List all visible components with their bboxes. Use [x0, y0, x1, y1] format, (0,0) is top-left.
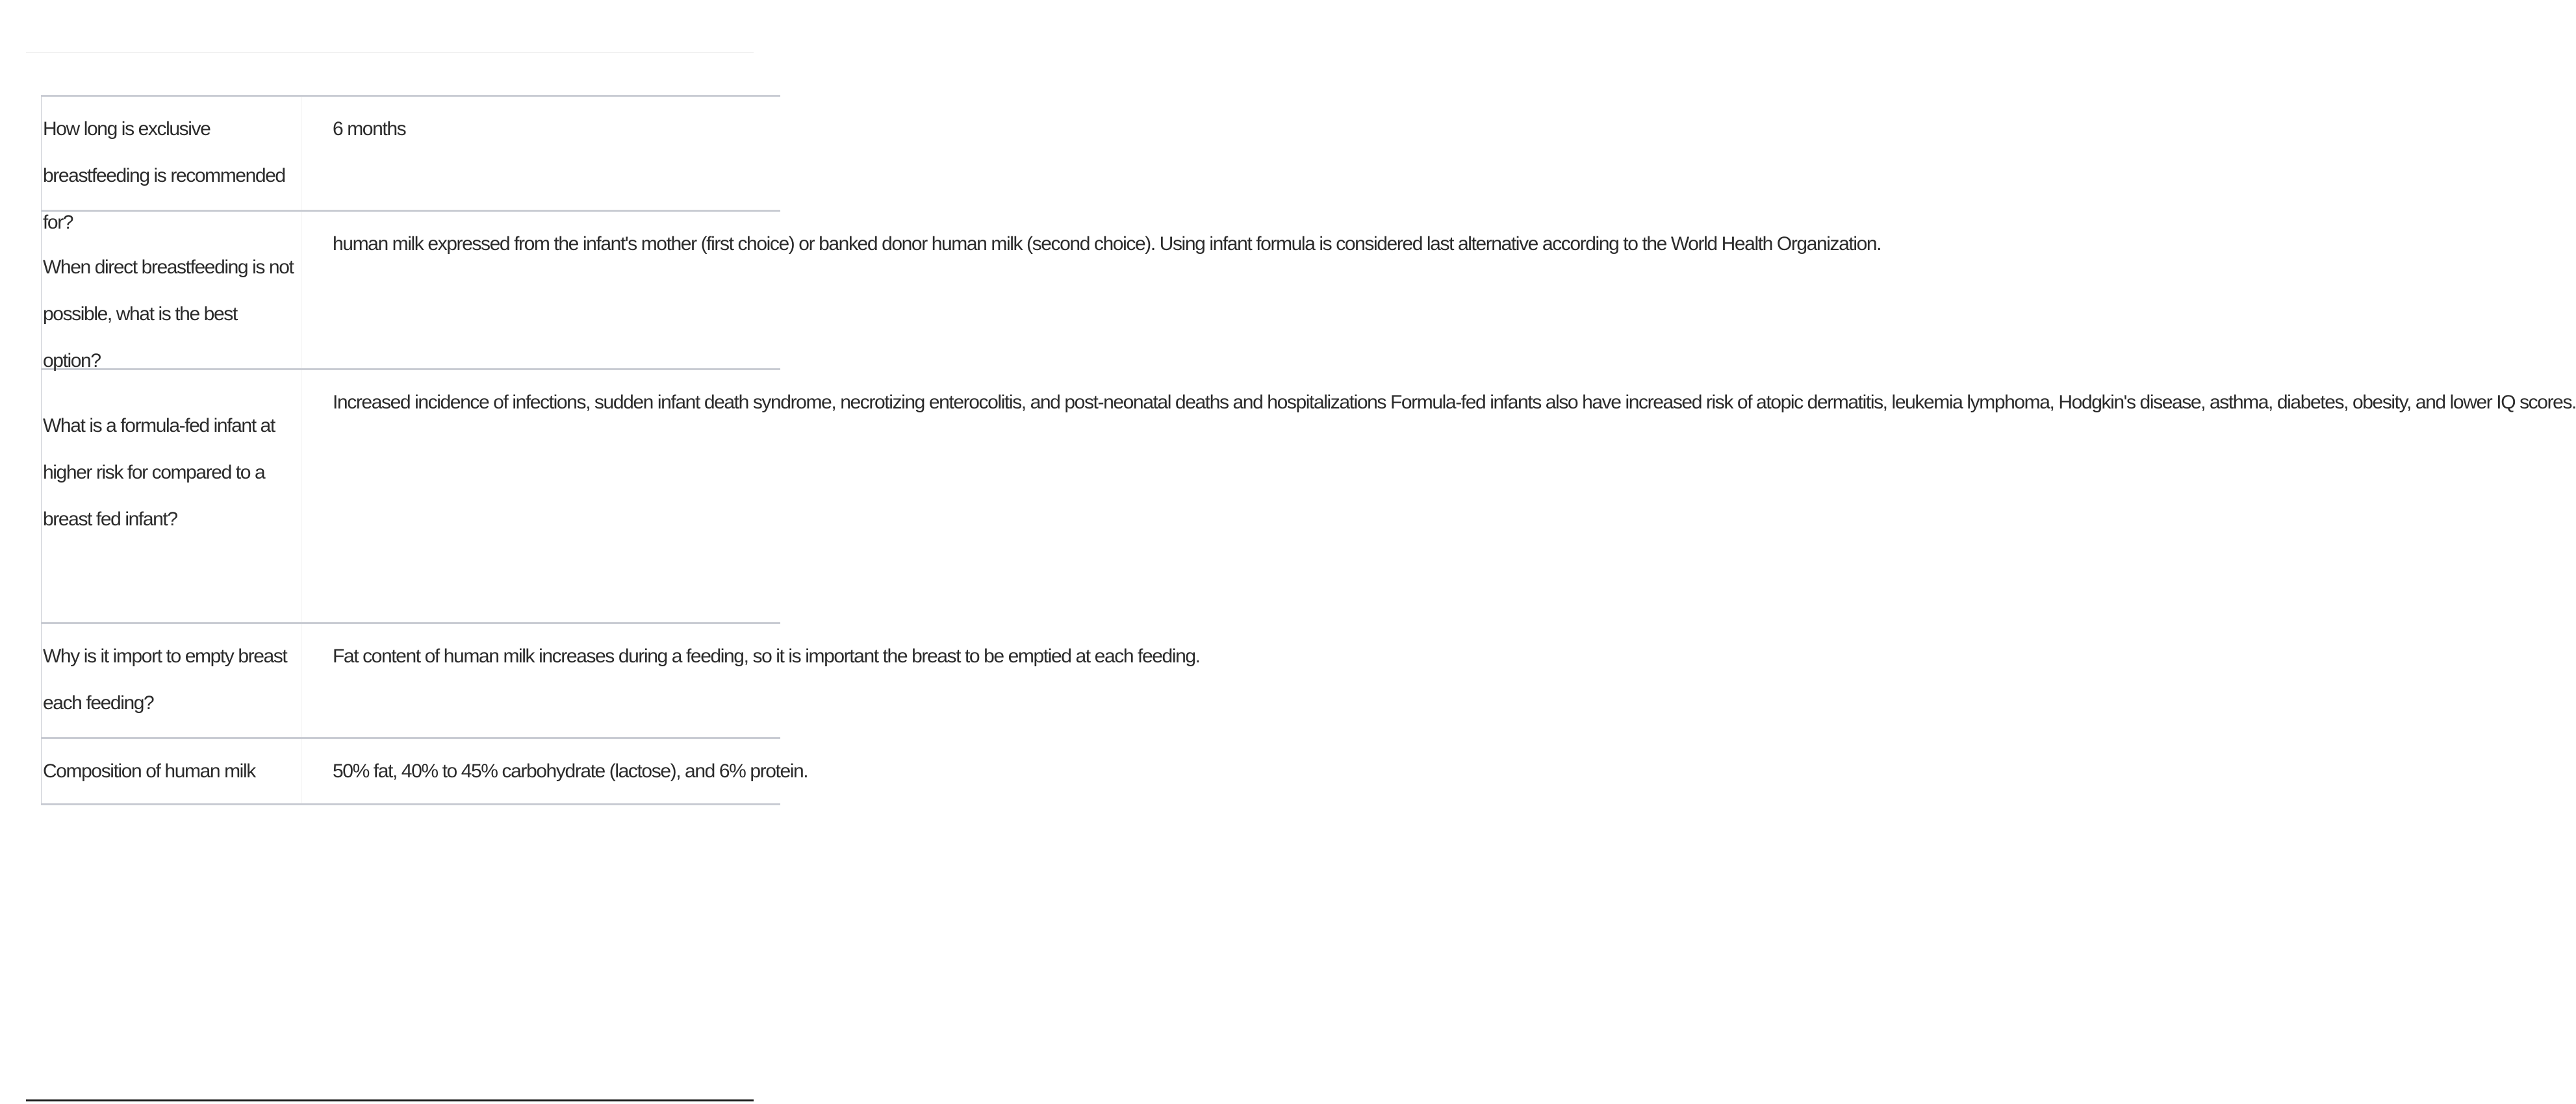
question-cell	[42, 97, 301, 233]
question-line: infant?	[125, 508, 177, 530]
answer-line: human milk expressed from the infant's mother (first choice) or banked	[333, 233, 878, 255]
question-cell	[42, 370, 301, 622]
question-cell	[42, 624, 301, 737]
question-line: Why is it import to empty breast each	[43, 646, 287, 714]
answer-cell	[301, 739, 808, 803]
question-cell	[42, 212, 301, 371]
answer-cell	[301, 212, 1881, 368]
question-line: When direct breastfeeding is not	[43, 257, 294, 278]
table-row	[42, 97, 780, 233]
question-line: Composition of human milk	[43, 760, 255, 782]
table-row	[42, 370, 2576, 624]
question-line: feeding?	[86, 692, 154, 714]
answer-line: Increased incidence of infections, sudden infant death syndrome,	[333, 392, 836, 413]
answer-line: 50% fat, 40% to 45% carbohydrate (lactose), and 6% protein.	[333, 760, 808, 782]
answer-line: scores.	[2519, 392, 2576, 413]
question-line: How long is exclusive breastfeeding	[43, 118, 210, 186]
answer-line: the breast to be emptied at each feeding.	[882, 646, 1200, 667]
table-row	[42, 739, 808, 805]
table-row	[42, 212, 1881, 371]
table-row	[42, 624, 1200, 739]
answer-line: Fat content of human milk increases during a feeding, so it is important	[333, 646, 878, 667]
question-line: What is a formula-fed infant at higher	[43, 415, 275, 483]
top-divider	[26, 52, 754, 53]
answer-line: 6 months	[333, 118, 406, 140]
answer-line: lymphoma, Hodgkin's disease, asthma, diabetes, obesity, and lower IQ	[1967, 392, 2516, 413]
qa-table	[41, 95, 2576, 805]
question-cell	[42, 739, 301, 803]
question-line: possible, what is the best option?	[43, 303, 237, 371]
bottom-divider	[26, 1099, 754, 1101]
answer-cell	[301, 370, 2576, 622]
answer-line: Formula-fed infants also have increased risk of atopic dermatitis, leukemia	[1390, 392, 1963, 413]
answer-cell	[301, 624, 1200, 737]
question-line: risk for compared to a breast fed	[43, 462, 265, 530]
answer-line: last alternative according to the World Health Organization.	[1426, 233, 1881, 255]
answer-line: donor human milk (second choice). Using infant formula is considered	[882, 233, 1422, 255]
answer-line: necrotizing enterocolitis, and post-neonatal deaths and hospitalizations	[840, 392, 1386, 413]
question-line: is recommended for?	[43, 165, 285, 233]
answer-cell	[301, 97, 780, 210]
